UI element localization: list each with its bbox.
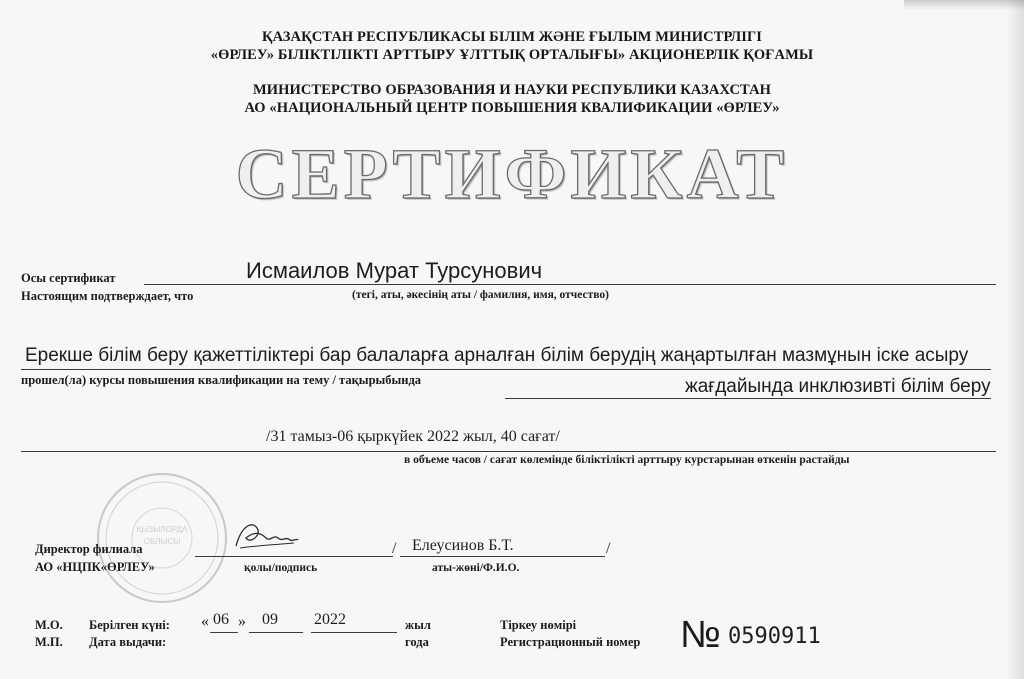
issue-month: 09	[262, 611, 278, 628]
course-topic-line2-rule	[505, 398, 991, 399]
holder-label-kz: Осы сертификат	[21, 271, 116, 285]
issue-month-line	[249, 632, 303, 633]
director-signature-line	[195, 556, 393, 557]
director-slash-right: /	[606, 540, 611, 557]
course-topic-line1: Ерекше білім беру қажеттіліктері бар балаларға арналған білім берудің жаңартылған мазмұнын іске асыру	[25, 345, 969, 366]
header-kz-line2: «ӨРЛЕУ» БІЛІКТІЛІКТІ АРТТЫРУ ҰЛТТЫҚ ОРТАЛЫҒЫ» АКЦИОНЕРЛІК ҚОҒАМЫ	[210, 47, 814, 63]
course-label: прошел(ла) курсы повышения квалификации на тему / тақырыбында	[21, 373, 422, 387]
issue-year: 2022	[314, 611, 346, 628]
holder-name: Исмаилов Мурат Турсунович	[246, 258, 543, 283]
issue-quote-open: «	[201, 613, 209, 630]
holder-name-line	[144, 284, 996, 285]
course-topic-line1-rule	[21, 369, 991, 370]
stamp-place-kz: М.О.	[35, 618, 63, 632]
stamp-place-ru: М.П.	[35, 635, 63, 649]
scan-top-shadow	[904, 0, 1024, 10]
scan-edge-shadow	[1006, 0, 1024, 679]
certificate-title: СЕРТИФИКАТ	[235, 134, 789, 214]
course-topic-line2: жағдайында инклюзивті білім беру	[685, 376, 991, 397]
director-sign-label: қолы/подпись	[244, 562, 318, 574]
director-slash-left: /	[392, 540, 397, 557]
registration-number: 0590911	[728, 624, 821, 649]
issue-date-label-kz: Берілген күні:	[89, 618, 170, 632]
header-kz-line1: ҚАЗАҚСТАН РЕСПУБЛИКАСЫ БІЛІМ ЖӘНЕ ҒЫЛЫМ МИНИСТРЛІГІ	[261, 29, 763, 45]
issue-year-line	[311, 632, 397, 633]
issue-year-word-kz: жыл	[405, 618, 431, 632]
issue-year-word-ru: года	[405, 635, 429, 649]
issue-quote-close: »	[238, 613, 246, 630]
issue-day-line	[210, 632, 238, 633]
holder-name-hint: (тегі, аты, әкесінің аты / фамилия, имя, отчество)	[352, 289, 610, 301]
director-name: Елеусинов Б.Т.	[412, 537, 514, 554]
director-title-line2: АО «НЦПК«ӨРЛЕУ»	[35, 560, 155, 574]
course-period-rule	[21, 451, 996, 452]
number-sign: №	[680, 614, 721, 656]
registration-label-ru: Регистрационный номер	[500, 635, 641, 649]
header-ru-line1: МИНИСТЕРСТВО ОБРАЗОВАНИЯ И НАУКИ РЕСПУБЛИКИ КАЗАХСТАН	[252, 82, 772, 98]
director-name-line	[400, 556, 605, 557]
director-title-line1: Директор филиала	[35, 542, 143, 556]
svg-text:ҚЫЗЫЛОРДА: ҚЫЗЫЛОРДА	[136, 525, 188, 534]
registration-label-kz: Тіркеу нөмірі	[500, 618, 577, 632]
course-hours-label: в объеме часов / сағат көлемінде біліктілікті арттыру курстарынан өткенін растайды	[404, 454, 850, 466]
course-period: /31 тамыз-06 қыркүйек 2022 жыл, 40 сағат/	[266, 428, 560, 445]
svg-text:ОБЛЫСЫ: ОБЛЫСЫ	[143, 537, 181, 546]
director-name-label: аты-жөні/Ф.И.О.	[432, 562, 520, 574]
header-ru-line2: АО «НАЦИОНАЛЬНЫЙ ЦЕНТР ПОВЫШЕНИЯ КВАЛИФИКАЦИИ «ӨРЛЕУ»	[244, 100, 780, 116]
director-signature	[232, 516, 302, 556]
seal-stamp	[92, 468, 232, 608]
holder-label-ru: Настоящим подтверждает, что	[21, 289, 194, 303]
issue-date-label-ru: Дата выдачи:	[89, 635, 167, 649]
issue-day: 06	[213, 611, 229, 628]
